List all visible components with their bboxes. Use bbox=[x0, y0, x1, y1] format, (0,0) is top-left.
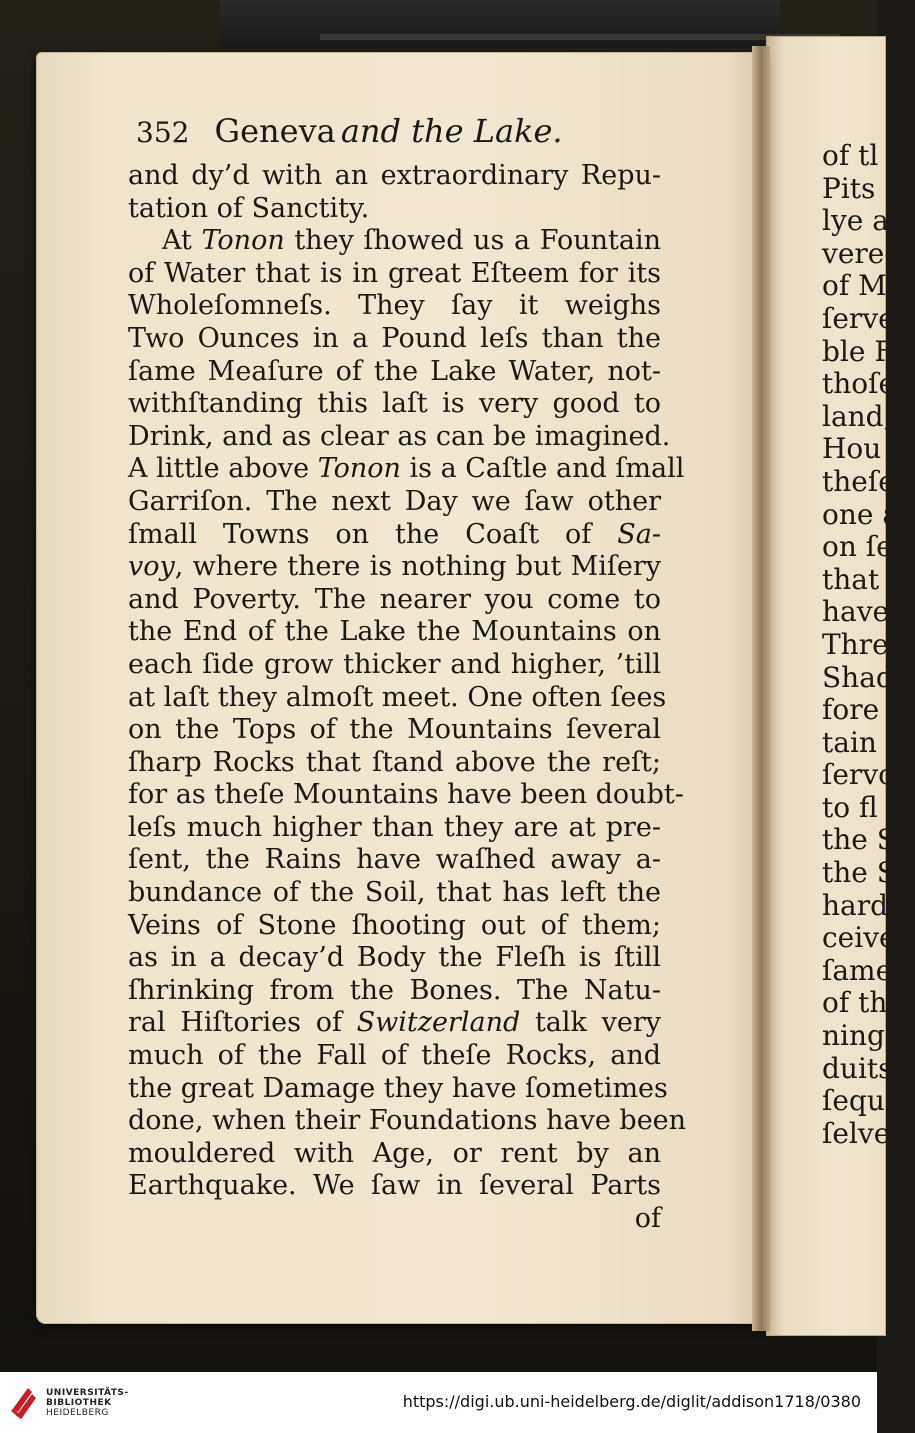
text-line bbox=[128, 975, 661, 1008]
text-line bbox=[128, 290, 661, 323]
text-line bbox=[128, 844, 661, 877]
text-line bbox=[128, 1040, 661, 1073]
facing-page-line: on ſe bbox=[822, 530, 893, 564]
facing-page-line: ſerve bbox=[822, 301, 895, 335]
book-gutter bbox=[752, 46, 770, 1331]
facing-page-line: Hou bbox=[822, 432, 882, 466]
book-cover-edge bbox=[220, 0, 780, 48]
text-run: is a Caſtle and ſmall bbox=[400, 453, 685, 485]
text-run: bundance of the Soil, that has left the bbox=[128, 877, 661, 909]
text-run: ſame Meaſure of the Lake Water, not- bbox=[128, 355, 661, 387]
text-run: talk very bbox=[520, 1007, 661, 1039]
facing-page-line: ſervo bbox=[822, 758, 895, 792]
text-run: for as theſe Mountains have been doubt- bbox=[128, 779, 684, 811]
text-run: , where there is nothing but Miſery bbox=[174, 551, 661, 583]
text-run: ſmall Towns on the Coaſt of bbox=[128, 518, 618, 550]
text-line bbox=[128, 681, 667, 715]
text-line bbox=[128, 551, 661, 584]
text-line bbox=[128, 1105, 687, 1138]
facing-page-line: ning bbox=[822, 1019, 885, 1053]
text-line bbox=[128, 519, 661, 552]
facing-page-line: tain t bbox=[822, 725, 898, 759]
facing-page-line: ſelves bbox=[822, 1116, 905, 1150]
facing-page-line: fore i bbox=[822, 693, 898, 727]
text-run: Wholeſomneſs. They ſay it weighs bbox=[128, 290, 661, 322]
italic-text: voy bbox=[128, 551, 175, 583]
text-line bbox=[128, 356, 661, 389]
facing-page-line: harde bbox=[822, 888, 905, 922]
facing-page-text bbox=[822, 139, 915, 1150]
text-run: done, when their Foundations have been bbox=[128, 1105, 687, 1137]
text-run: and Poverty. The nearer you come to bbox=[128, 583, 661, 615]
text-line bbox=[128, 388, 661, 421]
running-title-italic: and the Lake. bbox=[340, 112, 563, 150]
facing-page-line: of tl bbox=[822, 139, 879, 172]
facing-page-line: ble F bbox=[822, 334, 894, 368]
text-line bbox=[128, 747, 661, 780]
text-line bbox=[128, 910, 661, 943]
facing-page-line: the S bbox=[822, 823, 896, 857]
text-run: ral Hiſtories of bbox=[128, 1007, 357, 1039]
text-line bbox=[128, 1072, 668, 1106]
logo-line-2: BIBLIOTHEK bbox=[46, 1398, 112, 1408]
text-run: Drink, and as clear as can be imagined. bbox=[128, 420, 671, 452]
running-title: Geneva bbox=[214, 112, 336, 150]
facing-page-line: have bbox=[822, 595, 890, 629]
text-line bbox=[128, 1007, 661, 1040]
facing-page-line: verec bbox=[822, 236, 901, 270]
text-line bbox=[128, 258, 661, 291]
viewer-footer bbox=[0, 1372, 877, 1433]
text-line bbox=[128, 1138, 661, 1171]
text-run: tation of Sanctity. bbox=[128, 192, 370, 224]
text-run: of Water that is in great Eſteem for its bbox=[128, 257, 661, 289]
italic-text: Tonon bbox=[201, 225, 285, 257]
text-run: and dy’d with an extraordinary Repu- bbox=[128, 160, 661, 191]
facing-page-line: lye a bbox=[822, 204, 889, 238]
page-url[interactable]: https://digi.ub.uni-heidelberg.de/diglit/addison1718/0380 bbox=[402, 1392, 861, 1411]
library-logo-icon bbox=[10, 1380, 40, 1422]
text-line bbox=[128, 616, 661, 649]
text-line bbox=[128, 584, 661, 617]
facing-page-line: land, bbox=[822, 399, 893, 433]
facing-page-line: thoſe bbox=[822, 367, 896, 401]
text-run: they ſhowed us a Fountain bbox=[284, 225, 661, 257]
facing-page-line: ſame bbox=[822, 953, 893, 987]
facing-page-line: ceive bbox=[822, 921, 896, 955]
facing-page-line: of th bbox=[822, 986, 888, 1020]
page-body-text bbox=[128, 160, 687, 1236]
text-run: the End of the Lake the Mountains on bbox=[128, 616, 661, 648]
logo-line-3: HEIDELBERG bbox=[46, 1408, 109, 1418]
facing-page-line: duits, bbox=[822, 1051, 902, 1085]
facing-page-line: the S bbox=[822, 856, 896, 890]
text-run: Earthquake. We ſaw in ſeveral Parts bbox=[128, 1170, 661, 1202]
text-line bbox=[128, 1170, 661, 1203]
facing-page-line: Shade bbox=[822, 660, 911, 694]
italic-text: Sa- bbox=[617, 518, 661, 550]
text-run: mouldered with Age, or rent by an bbox=[128, 1137, 661, 1169]
italic-text: Switzerland bbox=[356, 1007, 521, 1039]
text-line bbox=[128, 453, 685, 486]
facing-page-line: Pits bbox=[822, 171, 876, 205]
text-run: withſtanding this laſt is very good to bbox=[128, 388, 661, 420]
text-run: as in a decay’d Body the Fleſh is ſtill bbox=[128, 942, 661, 974]
facing-page-line: ſequer bbox=[822, 1084, 915, 1118]
facing-page-line: Thre bbox=[822, 627, 889, 661]
text-run: At bbox=[162, 225, 202, 257]
text-run: on the Tops of the Mountains ſeveral bbox=[128, 714, 661, 746]
text-line bbox=[128, 942, 661, 975]
text-line bbox=[128, 486, 661, 519]
library-logo-text bbox=[46, 1388, 129, 1418]
text-run: ſhrinking from the Bones. The Natu- bbox=[128, 974, 661, 1006]
facing-page-line: theſe bbox=[822, 464, 895, 498]
text-run: ſent, the Rains have waſhed away a- bbox=[128, 844, 661, 876]
text-run: at laſt they almoſt meet. One often ſees bbox=[128, 681, 667, 713]
text-line bbox=[128, 160, 661, 193]
text-run: leſs much higher than they are at pre- bbox=[128, 811, 661, 843]
text-line bbox=[128, 193, 661, 226]
text-run: Garriſon. The next Day we ſaw other bbox=[128, 485, 661, 517]
facing-page-line: of M bbox=[822, 269, 887, 303]
text-line bbox=[128, 812, 661, 845]
facing-page-line: one a bbox=[822, 497, 900, 531]
catchword: of bbox=[634, 1203, 661, 1234]
text-line bbox=[128, 714, 661, 747]
text-line bbox=[128, 779, 684, 812]
text-run: each ſide grow thicker and higher, ’till bbox=[128, 648, 661, 680]
running-head bbox=[136, 112, 696, 158]
page-number: 352 bbox=[136, 116, 190, 149]
text-line bbox=[128, 323, 661, 356]
facing-page-line: to fl bbox=[822, 790, 878, 824]
text-run: the great Damage they have ſometimes bbox=[128, 1072, 668, 1104]
text-run: much of the Fall of theſe Rocks, and bbox=[128, 1040, 661, 1072]
text-run: Two Ounces in a Pound leſs than the bbox=[128, 322, 661, 354]
text-run: ſharp Rocks that ſtand above the reſt; bbox=[128, 746, 661, 778]
facing-page-line: that t bbox=[822, 562, 900, 596]
text-run: Veins of Stone ſhooting out of them; bbox=[128, 909, 661, 941]
book-cover-strip bbox=[320, 34, 840, 40]
text-run: A little above bbox=[128, 453, 318, 485]
text-line bbox=[128, 225, 661, 258]
text-line bbox=[128, 877, 661, 910]
logo-line-1: UNIVERSITÄTS- bbox=[46, 1388, 129, 1398]
italic-text: Tonon bbox=[317, 453, 401, 485]
text-line bbox=[128, 649, 661, 682]
text-line bbox=[128, 420, 671, 454]
